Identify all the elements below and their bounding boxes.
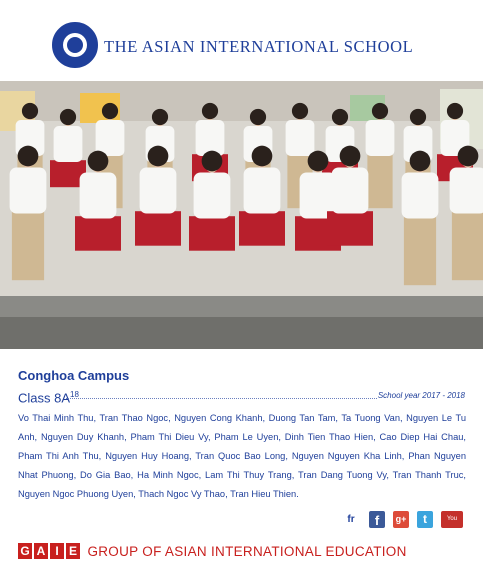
campus-title: Conghoa Campus [18, 368, 130, 383]
student-list: Vo Thai Minh Thu, Tran Thao Ngoc, Nguyen Cong Khanh, Duong Tan Tam, Ta Tuong Van, Nguyen Le Tu Anh, Nguyen Duy Khanh, Pham Thi Dieu Vy, Pham Le Uyen, Dinh Tien Thao Hien, Cao Diep Hai Chau, Pham Thi Anh Thu, Nguyen Huy Hoang, Tran Quoc Bao Long, Nguyen Nguyen Kha Linh, Phan Nguyen Nhat Phuong, Do Gia Bao, Ha Minh Ngoc, Lam Thi Thuy Trang, Tran Dang Tuong Vy, Tran Thanh Truc, Nguyen Ngoc Phuong Uyen, Thach Ngoc Vy Thao, Tran Hieu Thien. [18, 413, 466, 499]
youtube-icon[interactable]: You Tube [441, 511, 463, 528]
globe-icon [67, 37, 83, 53]
twitter-icon[interactable]: t [417, 511, 433, 528]
google-plus-icon[interactable]: g+ [393, 511, 409, 528]
class-photo [0, 81, 483, 349]
gaie-logo: G A I E [18, 542, 82, 560]
dotted-divider [66, 398, 377, 399]
class-superscript: 18 [70, 390, 79, 399]
header [0, 0, 483, 80]
fr-icon[interactable]: fr [347, 514, 355, 525]
class-name: Class $8A^{18}$ [18, 390, 79, 406]
group-name: GROUP OF ASIAN INTERNATIONAL EDUCATION [87, 543, 407, 559]
school-year: School year 2017 - 2018 [377, 391, 465, 400]
school-name: THE ASIAN INTERNATIONAL SCHOOL [104, 37, 414, 56]
facebook-icon[interactable]: f [369, 511, 385, 528]
school-logo [52, 22, 98, 68]
footer-brand [18, 542, 407, 562]
class-line [18, 387, 465, 407]
